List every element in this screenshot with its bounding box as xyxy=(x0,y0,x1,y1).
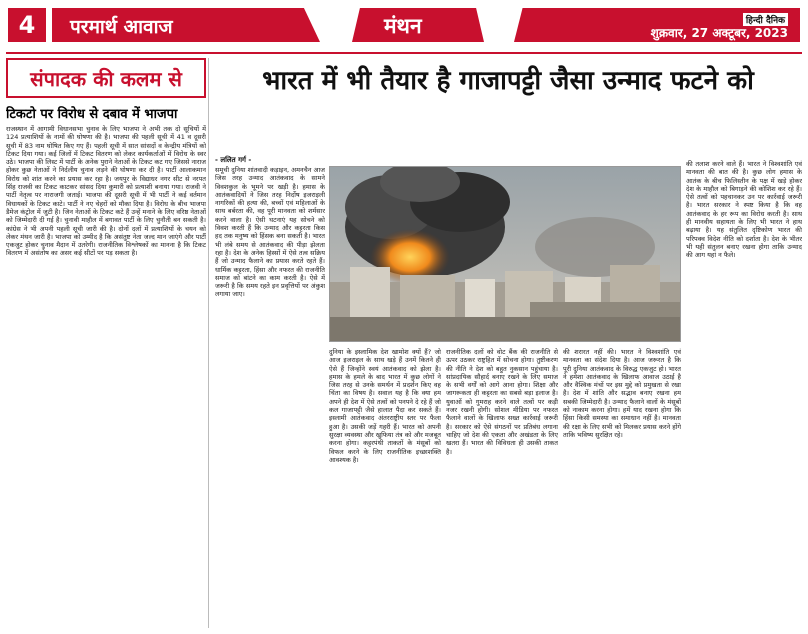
article-column-4: की शरारत नहीं की। भारत ने विश्वशांति एवं मानवता का संदेश दिया है। आज जरूरत है कि पूरी दुनिया आतंकवाद के विरुद्ध एकजुट हो। भारत ने हमेशा आतंकवाद के खिलाफ आवाज उठाई है और वैश्विक मंचों पर इस मुद्दे को प्रमुखता से रखा है। देश में शांति और सद्भाव बनाए रखना हम सबकी जिम्मेदारी है। उन्माद फैलाने वालों के मंसूबों को नाकाम करना होगा। हमें याद रखना होगा कि हिंसा किसी समस्या का समाधान नहीं है। मानवता की रक्षा के लिए सभी को मिलकर प्रयास करने होंगे ताकि भविष्य सुरक्षित रहे। xyxy=(563,348,681,439)
gaza-explosion-photo xyxy=(329,166,681,342)
issue-date: शुक्रवार, 27 अक्टूबर, 2023 xyxy=(650,26,788,40)
editorial-body: राजस्थान में आगामी विधानसभा चुनाव के लिए भाजपा ने अभी तक दो सूचियों में 124 प्रत्याशियों के नामों की घोषणा की है। भाजपा की पहली सूची में 41 व दूसरी सूची में 83 नाम घोषित किए गए हैं। पहली सूची में सात सांसदों व केन्द्रीय मंत्रियों को टिकट दिया गया। कई जिलों में टिकट वितरण को लेकर कार्यकर्ताओं में विरोध के स्वर उठे। भाजपा की लिस्ट में पार्टी के अनेक पुराने नेताओं के टिकट कट गए जिससे नाराज होकर कुछ नेताओं ने निर्दलीय चुनाव लड़ने की घोषणा कर दी है। पार्टी आलाकमान विरोध को शांत करने का प्रयास कर रहा है। जयपुर के विद्याधर नगर सीट से नरपत सिंह राजवी का टिकट काटकर सांसद दिया कुमारी को प्रत्याशी बनाया गया। राजवी ने पार्टी नेतृत्व पर नाराजगी जताई। भाजपा की दूसरी सूची में भी पार्टी ने कई वर्तमान विधायकों के टिकट काटे। पार्टी ने नए चेहरों को मौका दिया है। विरोध के बीच भाजपा डैमेज कंट्रोल में जुटी है। जिन नेताओं के टिकट कटे हैं उन्हें मनाने के लिए वरिष्ठ नेताओं को जिम्मेदारी दी गई है। चुनावी माहौल में बगावत पार्टी के लिए चुनौती बन सकती है। कांग्रेस ने भी अपनी पहली सूची जारी की है। दोनों दलों में प्रत्याशियों के चयन को लेकर मंथन जारी है। भाजपा को उम्मीद है कि असंतुष्ट नेता जल्द मान जाएंगे और पार्टी एकजुट होकर चुनाव मैदान में उतरेगी। राजनीतिक विश्लेषकों का मानना है कि टिकट वितरण में असंतोष का असर कई सीटों पर पड़ सकता है। xyxy=(6,125,206,258)
paper-name: परमार्थ आवाज xyxy=(70,16,173,38)
section-title: मंथन xyxy=(384,14,422,38)
article-column-3: राजनीतिक दलों को वोट बैंक की राजनीति से ऊपर उठकर राष्ट्रहित में सोचना होगा। तुष्टीकरण की नीति ने देश को बहुत नुकसान पहुंचाया है। सांप्रदायिक सौहार्द बनाए रखने के लिए समाज के सभी वर्गों को आगे आना होगा। शिक्षा और जागरूकता ही कट्टरता का सबसे बड़ा इलाज है। युवाओं को गुमराह करने वाले तत्वों पर कड़ी नजर रखनी होगी। सोशल मीडिया पर नफरत फैलाने वालों के खिलाफ सख्त कार्रवाई जरूरी है। सरकार को ऐसे संगठनों पर प्रतिबंध लगाना चाहिए जो देश की एकता और अखंडता के लिए खतरा हैं। भारत की विविधता ही उसकी ताकत है। xyxy=(446,348,558,456)
column-divider xyxy=(208,58,209,628)
article-column-5: की तलाश करने वाले हैं। भारत ने विश्वशांति एवं मानवता की बात की है। कुछ लोग हमास के आतंक के बीच फिलिस्तीन के पक्ष में खड़े होकर देश के माहौल को बिगाड़ने की कोशिश कर रहे हैं। ऐसे तत्वों को पहचानकर उन पर कार्रवाई जरूरी है। भारत सरकार ने स्पष्ट किया है कि वह आतंकवाद के हर रूप का विरोध करती है। साथ ही मानवीय सहायता के लिए भी भारत ने हाथ बढ़ाया है। यह संतुलित दृष्टिकोण भारत की परिपक्व विदेश नीति को दर्शाता है। देश के भीतर भी यही संतुलन बनाए रखना होगा ताकि उन्माद की आग यहां न फैले। xyxy=(686,160,802,260)
article-author: - ललित गर्ग - xyxy=(215,156,252,164)
masthead xyxy=(0,0,808,52)
article-column-2: दुनिया के इस्लामिक देश खामोश क्यों हैं? जो आज इजराइल के साथ खड़े हैं उनमें कितने ही ऐसे हैं जिन्होंने स्वयं आतंकवाद को झेला है। हमास के हमले के बाद भारत में कुछ लोगों ने जिस तरह से उनके समर्थन में प्रदर्शन किए वह चिंता का विषय है। सवाल यह है कि क्या हम अपने ही देश में ऐसे तत्वों को पनपने दे रहे हैं जो कल गाजापट्टी जैसे हालात पैदा कर सकते हैं। इस्लामी आतंकवाद अंतरराष्ट्रीय स्तर पर फैला हुआ है। उसकी जड़ें गहरी हैं। भारत को अपनी सुरक्षा व्यवस्था और खुफिया तंत्र को और मजबूत करना होगा। कट्टरपंथी ताकतों के मंसूबों को विफल करने के लिए राजनीतिक इच्छाशक्ति आवश्यक है। xyxy=(329,348,441,464)
editorial-headline: टिकटो पर विरोध से दबाव में भाजपा xyxy=(6,107,178,122)
editorial-label: संपादक की कलम से xyxy=(6,58,206,98)
page-number: 4 xyxy=(8,8,46,42)
explosion-image-icon xyxy=(330,167,681,342)
article-column-1: समूची दुनिया शांतवादी कड़ाइन, अमनचैन आज जिस तरह उन्माद आतंकवाद के सामने विवशकुल के भूमने पर खड़ी है। हमास के आतंकवादियों ने जिस तरह निर्दोष इजराइली नागरिकों की हत्या की, बच्चों एवं महिलाओं के साथ बर्बरता की, वह पूरी मानवता को शर्मसार करने वाला है। ऐसी घटनाएं यह सोचने को विवश करती हैं कि उन्माद और कट्टरता किस हद तक मनुष्य को हिंसक बना सकती है। भारत भी लंबे समय से आतंकवाद की पीड़ा झेलता रहा है। देश के अनेक हिस्सों में ऐसे तत्व सक्रिय हैं जो उन्माद फैलाने का प्रयास करते रहते हैं। धार्मिक कट्टरता, हिंसा और नफरत की राजनीति समाज को बांटने का काम करती है। ऐसे में जरूरी है कि समय रहते इन प्रवृत्तियों पर अंकुश लगाया जाए। xyxy=(215,166,325,299)
hindi-daily-label: हिन्दी दैनिक xyxy=(743,13,788,26)
editorial-column xyxy=(6,58,206,628)
header-rule xyxy=(6,52,802,54)
article-headline: भारत में भी तैयार है गाजापट्टी जैसा उन्माद फटने को xyxy=(262,66,754,96)
